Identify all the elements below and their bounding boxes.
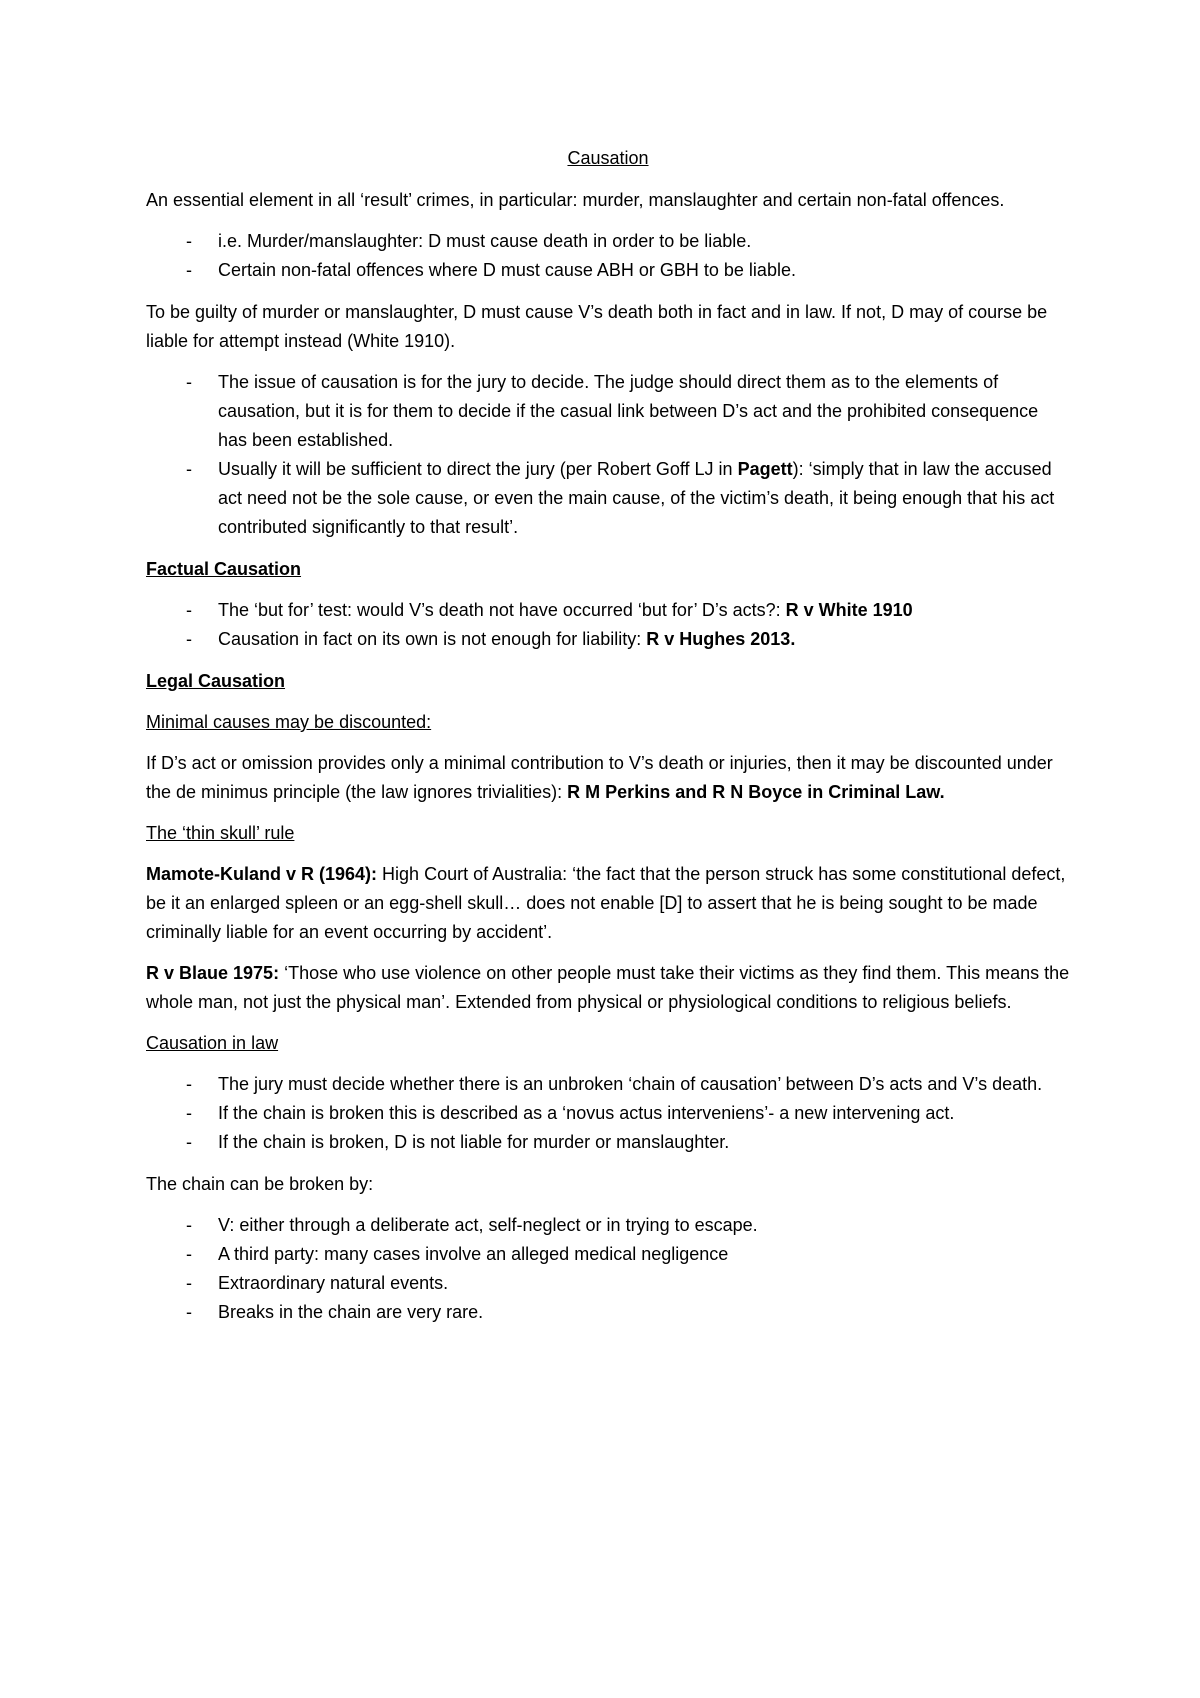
thin-skull-heading: The ‘thin skull’ rule — [146, 823, 295, 843]
bullet-dash: - — [186, 1215, 192, 1235]
list-item — [146, 1269, 1070, 1298]
factual-list — [146, 596, 1070, 654]
list-item-text: Causation in fact on its own is not enough for liability: — [218, 629, 647, 649]
bullet-dash: - — [186, 1132, 192, 1152]
list-item-text: The ‘but for’ test: would V’s death not have occurred ‘but for’ D’s acts?: — [218, 600, 786, 620]
case-name: R v Hughes 2013 — [646, 629, 791, 649]
chain-broken-list — [146, 1211, 1070, 1327]
minimal-causes-paragraph — [146, 749, 1070, 807]
bullet-dash: - — [186, 1074, 192, 1094]
case-name: Mamote-Kuland v R (1964): — [146, 864, 378, 884]
bullet-dash: - — [186, 1273, 192, 1293]
list-item-text: The issue of causation is for the jury to decide. The judge should direct them as to the elements of causation, but it is for them to decide if the casual link between D’s act and the prohibited consequence has been established. — [218, 372, 1039, 450]
intro-list — [146, 227, 1070, 285]
paragraph-text: High Court of Australia: ‘the fact that the person struck has some constitutional defect, be it an enlarged spleen or an egg-shell skull… does not enable [D] to assert that he is being sought to be made criminally liable for an event occurring by accident’. — [146, 864, 1066, 942]
source-citation: R M Perkins and R N Boyce in Criminal Law. — [567, 782, 945, 802]
list-item-text: Breaks in the chain are very rare. — [218, 1302, 484, 1322]
jury-list — [146, 368, 1070, 542]
bullet-dash: - — [186, 1103, 192, 1123]
list-item-text: A third party: many cases involve an alleged medical negligence — [218, 1244, 729, 1264]
list-item — [146, 368, 1070, 455]
list-item-text: ): ‘simply that in law the accused act need not be the sole cause, or even the main cause, of the victim’s death, it being enough that his act contributed significantly to that result’. — [218, 459, 1055, 537]
chain-broken-intro: The chain can be broken by: — [146, 1174, 374, 1194]
minimal-causes-heading: Minimal causes may be discounted: — [146, 712, 432, 732]
list-item — [146, 1298, 1070, 1327]
bullet-dash: - — [186, 459, 192, 479]
list-item-text: If the chain is broken this is described as a ‘novus actus interveniens’- a new intervening act. — [218, 1103, 955, 1123]
case-name: R v Blaue 1975: — [146, 963, 280, 983]
bullet-dash: - — [186, 260, 192, 280]
case-name: R v White 1910 — [785, 600, 913, 620]
paragraph-text: ‘Those who use violence on other people must take their victims as they find them. This means the whole man, not just the physical man’. Extended from physical or physiological conditions to religious beliefs. — [146, 963, 1070, 1012]
list-item — [146, 1240, 1070, 1269]
bullet-dash: - — [186, 372, 192, 392]
paragraph-text: If D’s act or omission provides only a minimal contribution to V’s death or injuries, then it may be discounted under the de minimus principle (the law ignores trivialities): — [146, 753, 1053, 802]
guilty-paragraph: To be guilty of murder or manslaughter, D must cause V’s death both in fact and in law. If not, D may of course be liable for attempt instead (White 1910). — [146, 302, 1048, 351]
bullet-dash: - — [186, 600, 192, 620]
bullet-dash: - — [186, 629, 192, 649]
mamote-paragraph — [146, 860, 1070, 947]
list-item — [146, 455, 1070, 542]
causation-in-law-list — [146, 1070, 1070, 1157]
bullet-dash: - — [186, 1302, 192, 1322]
list-item — [146, 256, 1070, 285]
list-item-text: If the chain is broken, D is not liable for murder or manslaughter. — [218, 1132, 730, 1152]
list-item — [146, 625, 1070, 654]
list-item — [146, 1211, 1070, 1240]
document-title: Causation — [567, 148, 649, 168]
intro-paragraph: An essential element in all ‘result’ crimes, in particular: murder, manslaughter and certain non-fatal offences. — [146, 190, 1005, 210]
blaue-paragraph — [146, 959, 1070, 1017]
list-item-text: Extraordinary natural events. — [218, 1273, 449, 1293]
bullet-dash: - — [186, 1244, 192, 1264]
bullet-dash: - — [186, 231, 192, 251]
list-item-text: Certain non-fatal offences where D must cause ABH or GBH to be liable. — [218, 260, 796, 280]
legal-causation-heading: Legal Causation — [146, 671, 286, 691]
causation-in-law-heading: Causation in law — [146, 1033, 279, 1053]
factual-causation-heading: Factual Causation — [146, 559, 302, 579]
list-item — [146, 227, 1070, 256]
list-item — [146, 1070, 1070, 1099]
list-item-text: . — [790, 629, 796, 649]
list-item — [146, 1128, 1070, 1157]
list-item-text: i.e. Murder/manslaughter: D must cause death in order to be liable. — [218, 231, 752, 251]
list-item-text: V: either through a deliberate act, self-neglect or in trying to escape. — [218, 1215, 758, 1235]
list-item-text: The jury must decide whether there is an unbroken ‘chain of causation’ between D’s acts and V’s death. — [218, 1074, 1043, 1094]
case-name: Pagett — [737, 459, 793, 479]
list-item — [146, 596, 1070, 625]
list-item — [146, 1099, 1070, 1128]
list-item-text: Usually it will be sufficient to direct the jury (per Robert Goff LJ in — [218, 459, 738, 479]
